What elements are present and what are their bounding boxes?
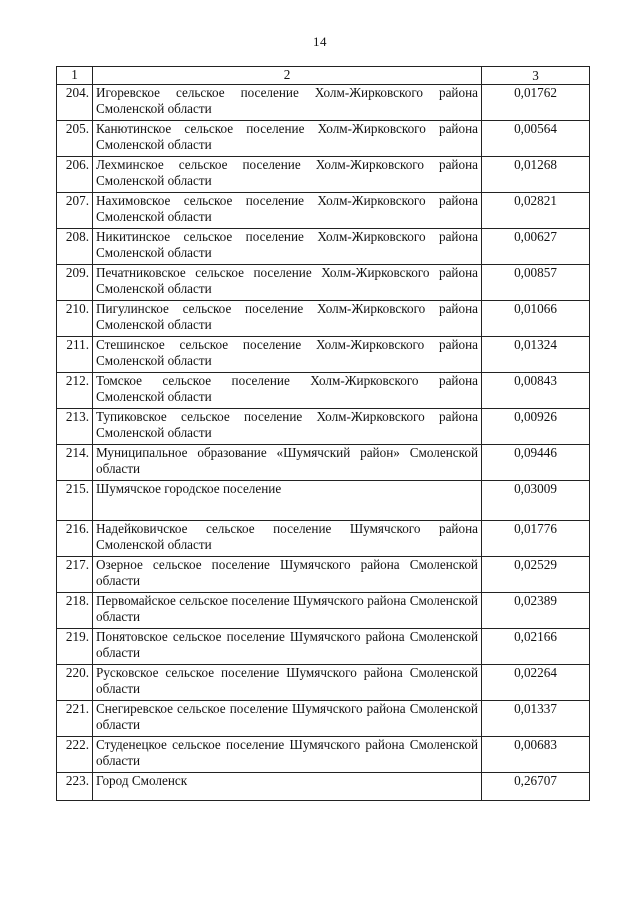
row-number: 210. [57,301,93,337]
table-header-row [57,67,590,85]
share-value: 0,26707 [482,773,590,801]
table-row [57,121,590,157]
table-row [57,629,590,665]
row-number: 205. [57,121,93,157]
municipality-name: Игоревское сельское поселение Холм-Жирковского района Смоленской области [93,85,482,121]
share-value: 0,00857 [482,265,590,301]
table-row [57,737,590,773]
row-number: 213. [57,409,93,445]
row-number: 208. [57,229,93,265]
table-row [57,665,590,701]
municipality-name: Канютинское сельское поселение Холм-Жирковского района Смоленской области [93,121,482,157]
municipality-name: Тупиковское сельское поселение Холм-Жирковского района Смоленской области [93,409,482,445]
row-number: 214. [57,445,93,481]
municipality-name: Понятовское сельское поселение Шумячского района Смоленской области [93,629,482,665]
share-value: 0,01066 [482,301,590,337]
row-number: 218. [57,593,93,629]
municipality-name: Лехминское сельское поселение Холм-Жирковского района Смоленской области [93,157,482,193]
table-row [57,773,590,801]
share-value: 0,02529 [482,557,590,593]
municipality-name: Снегиревское сельское поселение Шумячского района Смоленской области [93,701,482,737]
table-row [57,445,590,481]
share-value: 0,00843 [482,373,590,409]
share-value: 0,09446 [482,445,590,481]
share-value: 0,02264 [482,665,590,701]
municipality-name: Пигулинское сельское поселение Холм-Жирковского района Смоленской области [93,301,482,337]
table-row [57,701,590,737]
row-number: 212. [57,373,93,409]
table-row [57,157,590,193]
municipality-name: Печатниковское сельское поселение Холм-Жирковского района Смоленской области [93,265,482,301]
page-number: 14 [313,34,327,49]
row-number: 209. [57,265,93,301]
share-value: 0,00627 [482,229,590,265]
row-number: 219. [57,629,93,665]
table-row [57,265,590,301]
share-value: 0,01762 [482,85,590,121]
table-row [57,193,590,229]
row-number: 207. [57,193,93,229]
row-number: 211. [57,337,93,373]
row-number: 215. [57,481,93,521]
share-value: 0,01324 [482,337,590,373]
municipality-name: Стешинское сельское поселение Холм-Жирковского района Смоленской области [93,337,482,373]
municipality-name: Никитинское сельское поселение Холм-Жирковского района Смоленской области [93,229,482,265]
share-value: 0,01268 [482,157,590,193]
row-number: 204. [57,85,93,121]
row-number: 206. [57,157,93,193]
share-value: 0,02389 [482,593,590,629]
row-number: 223. [57,773,93,801]
row-number: 222. [57,737,93,773]
row-number: 220. [57,665,93,701]
share-value: 0,00683 [482,737,590,773]
table-row [57,301,590,337]
share-value: 0,00564 [482,121,590,157]
share-value: 0,02166 [482,629,590,665]
table-row [57,521,590,557]
municipality-name: Город Смоленск [93,773,482,801]
distribution-table [56,66,590,801]
table-row [57,337,590,373]
municipality-name: Нахимовское сельское поселение Холм-Жирковского района Смоленской области [93,193,482,229]
share-value: 0,01337 [482,701,590,737]
table-row [57,557,590,593]
municipality-name: Первомайское сельское поселение Шумячского района Смоленской области [93,593,482,629]
municipality-name: Русковское сельское поселение Шумячского района Смоленской области [93,665,482,701]
column-header-1: 1 [57,67,93,85]
municipality-name: Томское сельское поселение Холм-Жирковского района Смоленской области [93,373,482,409]
row-number: 221. [57,701,93,737]
row-number: 217. [57,557,93,593]
municipality-name: Студенецкое сельское поселение Шумячского района Смоленской области [93,737,482,773]
share-value: 0,02821 [482,193,590,229]
municipality-name: Озерное сельское поселение Шумячского района Смоленской области [93,557,482,593]
table-row [57,593,590,629]
municipality-name: Муниципальное образование «Шумячский район» Смоленской области [93,445,482,481]
table-row [57,409,590,445]
municipality-name: Надейковичское сельское поселение Шумячского района Смоленской области [93,521,482,557]
table-row [57,85,590,121]
share-value: 0,00926 [482,409,590,445]
share-value: 0,03009 [482,481,590,521]
table-row [57,481,590,521]
row-number: 216. [57,521,93,557]
column-header-2: 2 [93,67,482,85]
column-header-3: 3 [482,67,590,85]
table-row [57,229,590,265]
municipality-name: Шумячское городское поселение [93,481,482,521]
share-value: 0,01776 [482,521,590,557]
table-row [57,373,590,409]
